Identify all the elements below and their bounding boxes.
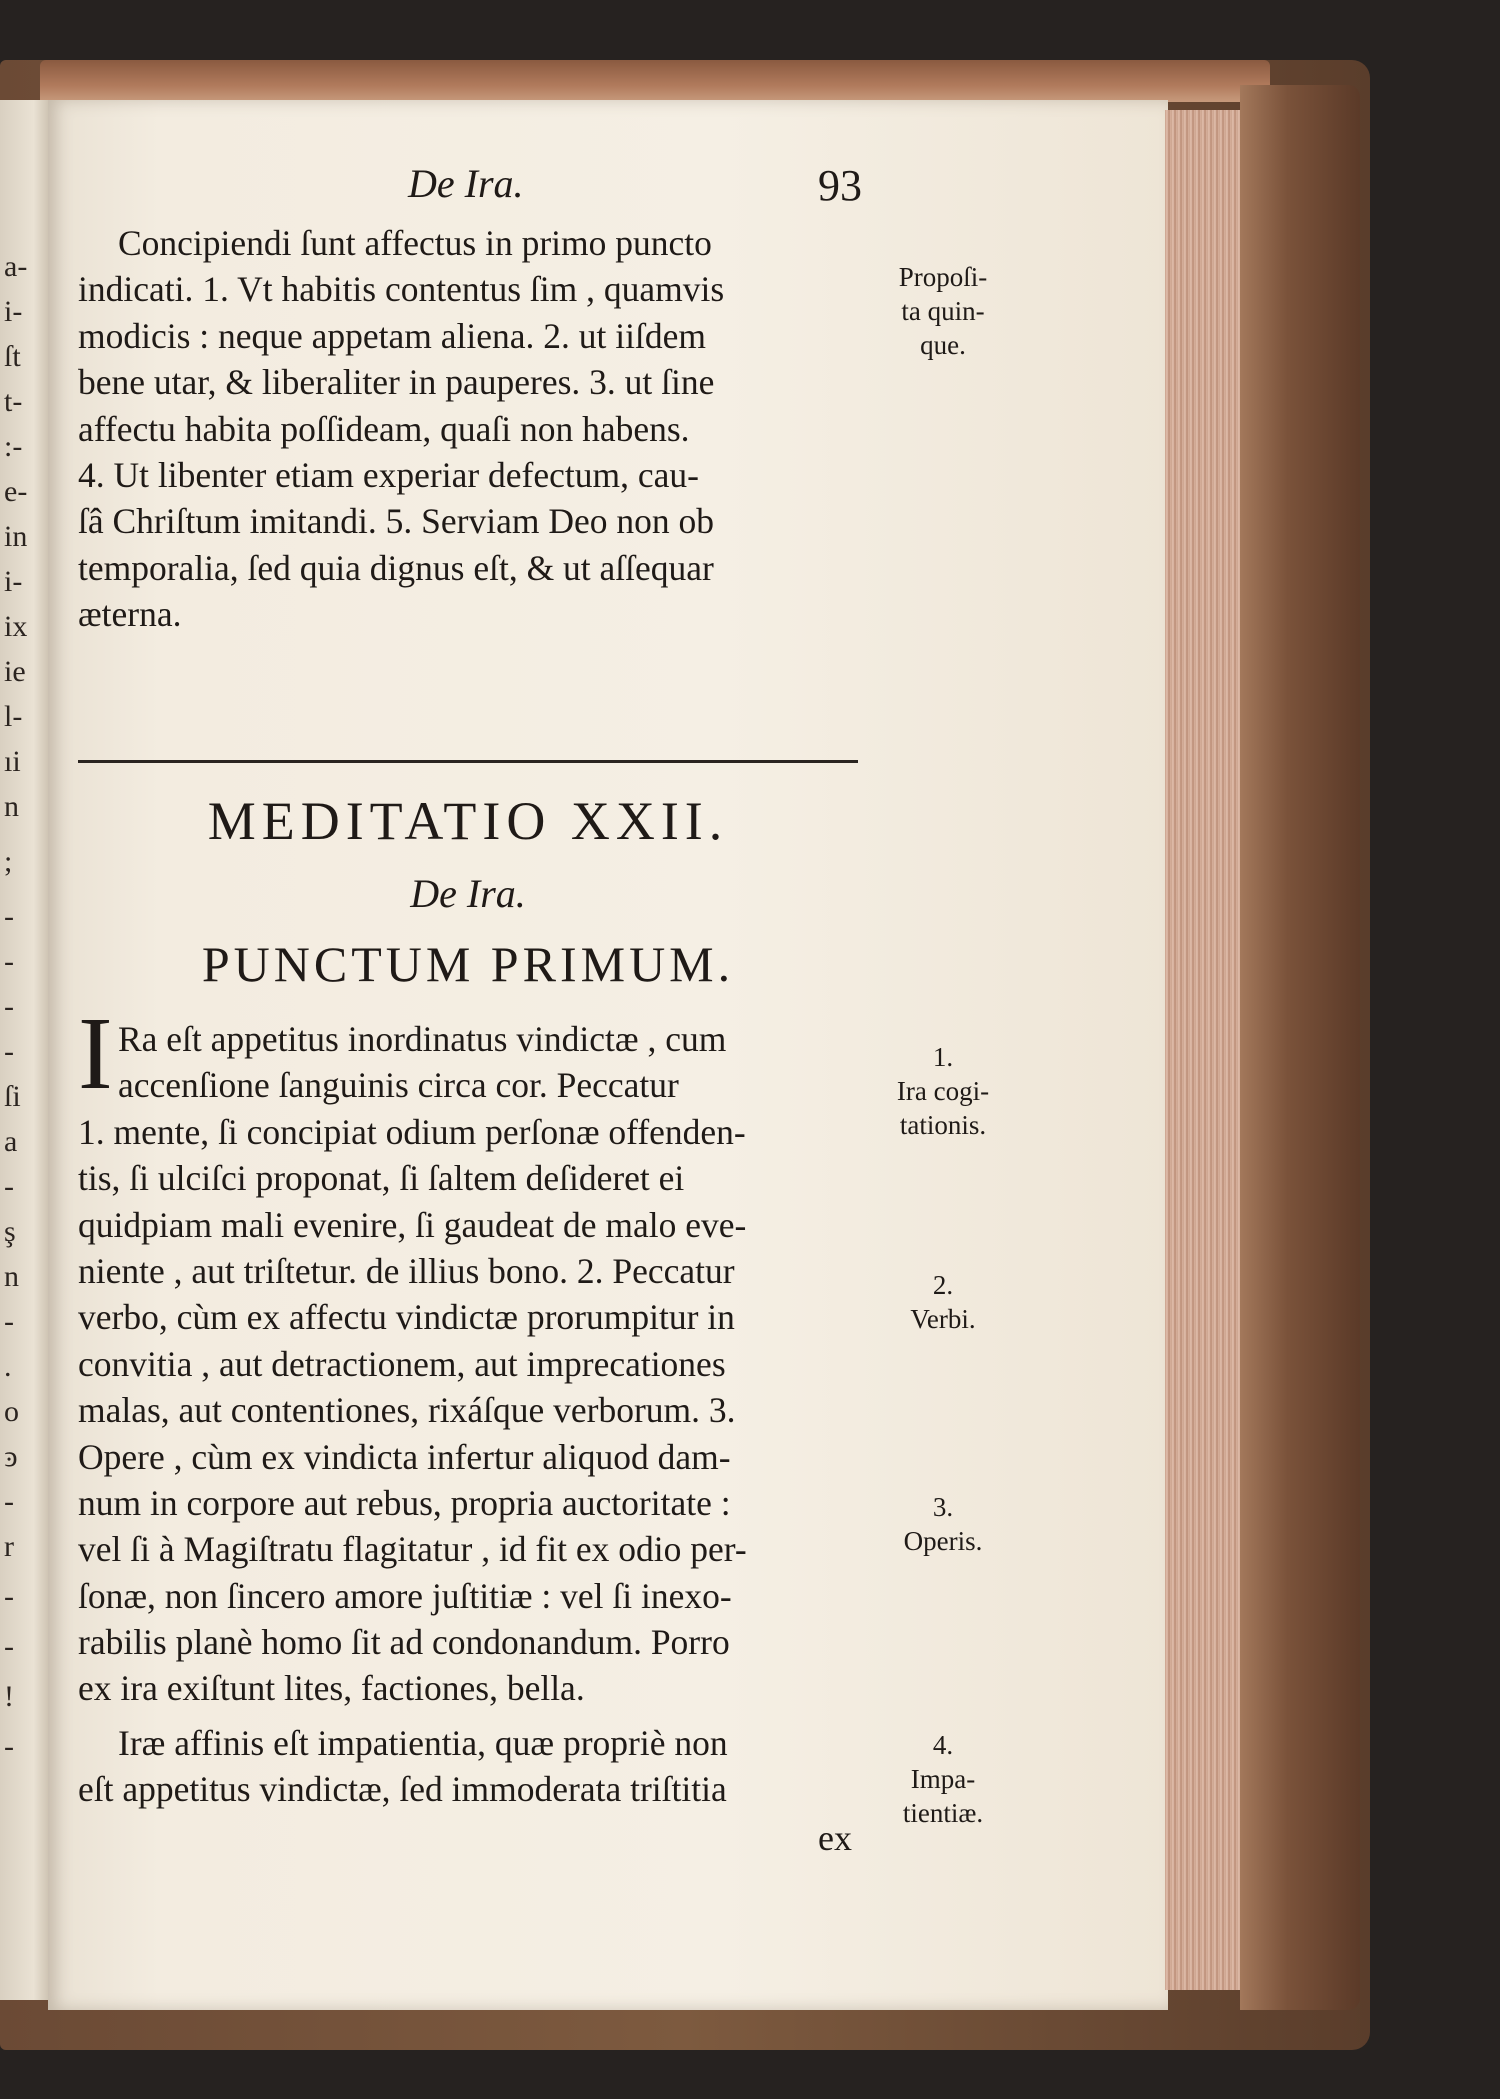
- left-fragment: ;: [4, 845, 13, 878]
- left-fragment: i-: [4, 565, 23, 598]
- left-fragment: ie: [4, 655, 26, 688]
- margin-note-1: [878, 1040, 1008, 1142]
- left-fragment: -: [4, 1485, 14, 1518]
- left-fragment: n: [4, 790, 19, 823]
- margin-note-proposita: [878, 260, 1008, 362]
- margin-note-number: 3.: [932, 1492, 954, 1522]
- margin-note-4: [878, 1728, 1008, 1830]
- text-line: rabilis planè homo ſit ad condonandum. Porro: [78, 1622, 730, 1663]
- book-top-edge: [40, 60, 1270, 102]
- margin-note-line: Propoſi-: [898, 262, 988, 292]
- left-fragment: -: [4, 1035, 14, 1068]
- left-fragment: r: [4, 1530, 14, 1563]
- right-page: [48, 100, 1168, 2010]
- margin-note-line: Ira cogi-: [896, 1076, 990, 1106]
- page-number: 93: [818, 161, 862, 210]
- left-fragment: ix: [4, 610, 28, 643]
- left-fragment: !: [4, 1680, 14, 1713]
- text-line: ſâ Chriſtum imitandi. 5. Serviam Deo non ob: [78, 501, 714, 542]
- page-fore-edge: [1165, 110, 1240, 1990]
- text-line: 4. Ut libenter etiam experiar defectum, cau-: [78, 454, 699, 495]
- left-fragment: ſi: [4, 1080, 21, 1113]
- punctum-heading: PUNCTUM PRIMUM.: [201, 936, 735, 992]
- left-fragment: -: [4, 1305, 14, 1338]
- text-line: ex ira exiſtunt lites, factiones, bella.: [78, 1668, 585, 1709]
- text-line: ſonæ, non ſincero amore juſtitiæ : vel ſi inexo-: [78, 1575, 732, 1616]
- text-line: bene utar, & liberaliter in pauperes. 3. ut ſine: [78, 362, 715, 403]
- margin-note-line: Operis.: [903, 1526, 983, 1556]
- margin-note-number: 1.: [932, 1042, 954, 1072]
- text-line: eſt appetitus vindictæ, ſed immoderata triſtitia: [78, 1769, 727, 1810]
- left-page-edge: [0, 100, 48, 2000]
- catchword: ex: [818, 1818, 852, 1858]
- margin-note-line: Impa-: [910, 1764, 976, 1794]
- book-right-cover: [1240, 85, 1360, 2010]
- margin-note-number: 2.: [932, 1270, 954, 1300]
- left-fragment: -: [4, 990, 14, 1023]
- meditatio-subtitle: De Ira.: [410, 871, 526, 916]
- left-fragment: -: [4, 1170, 14, 1203]
- left-fragment: a: [4, 1125, 18, 1158]
- margin-note-line: Verbi.: [910, 1304, 976, 1334]
- margin-note-2: [878, 1268, 1008, 1336]
- margin-note-number: 4.: [932, 1730, 954, 1760]
- left-fragment: -: [4, 1730, 14, 1763]
- section3-text: [78, 1720, 868, 1813]
- text-line: temporalia, ſed quia dignus eſt, & ut aſſequar: [78, 547, 714, 588]
- left-fragment: ş: [4, 1215, 16, 1248]
- text-line: Ra eſt appetitus inordinatus vindictæ , cum: [118, 1019, 727, 1059]
- margin-note-line: ta quin-: [901, 296, 985, 326]
- left-fragment: a-: [4, 250, 28, 283]
- left-fragment: in: [4, 520, 28, 553]
- text-line: vel ſi à Magiſtratu flagitatur , id fit ex odio per-: [78, 1529, 747, 1570]
- text-line: tis, ſi ulciſci proponat, ſi ſaltem deſideret ei: [78, 1158, 685, 1199]
- text-line: indicati. 1. Vt habitis contentus ſim , quamvis: [78, 269, 725, 310]
- margin-note-line: tationis.: [899, 1110, 987, 1140]
- margin-note-3: [878, 1490, 1008, 1558]
- left-fragment: ͽ: [4, 1440, 18, 1473]
- left-fragment: -: [4, 1580, 14, 1613]
- drop-cap: I: [78, 996, 113, 1111]
- text-line: æterna.: [78, 594, 182, 635]
- text-line: affectu habita poſſideam, quaſi non habens.: [78, 408, 690, 449]
- section1-text: [78, 220, 868, 638]
- text-line: niente , aut triſtetur. de illius bono. 2. Peccatur: [78, 1250, 735, 1291]
- text-line: num in corpore aut rebus, propria auctoritate :: [78, 1482, 731, 1523]
- left-fragment: :-: [4, 430, 23, 463]
- left-fragment: -: [4, 1630, 14, 1663]
- text-line: accenſione ſanguinis circa cor. Peccatur: [118, 1065, 679, 1106]
- running-head: De Ira.: [408, 161, 524, 206]
- left-fragment: n: [4, 1260, 19, 1293]
- left-fragment: .: [4, 1350, 12, 1383]
- text-line: quidpiam mali evenire, ſi gaudeat de malo eve-: [78, 1204, 747, 1245]
- left-fragment: i-: [4, 295, 23, 328]
- left-fragment: ıi: [4, 745, 21, 778]
- text-line: convitia , aut detractionem, aut imprecationes: [78, 1343, 726, 1384]
- text-line: Concipiendi ſunt affectus in primo puncto: [118, 223, 712, 263]
- meditatio-heading: MEDITATIO XXII.: [207, 791, 729, 851]
- left-fragment: ſt: [4, 340, 21, 373]
- margin-note-line: tientiæ.: [902, 1798, 984, 1828]
- left-fragment: -: [4, 900, 14, 933]
- text-line: modicis : neque appetam aliena. 2. ut iiſdem: [78, 315, 706, 356]
- section-divider: [78, 760, 858, 763]
- text-line: malas, aut contentiones, rixáſque verborum. 3.: [78, 1390, 736, 1431]
- text-line: verbo, cùm ex affectu vindictæ prorumpitur in: [78, 1297, 735, 1338]
- text-line: 1. mente, ſi concipiat odium perſonæ offenden-: [78, 1111, 746, 1152]
- margin-note-line: que.: [920, 330, 966, 360]
- text-line: Opere , cùm ex vindicta infertur aliquod dam-: [78, 1436, 731, 1477]
- left-fragment: t-: [4, 385, 23, 418]
- left-fragment: o: [4, 1395, 19, 1428]
- left-fragment: -: [4, 945, 14, 978]
- text-line: Iræ affinis eſt impatientia, quæ propriè non: [118, 1723, 728, 1763]
- left-fragment: l-: [4, 700, 23, 733]
- section2-text: [78, 1016, 868, 1712]
- left-fragment: e-: [4, 475, 28, 508]
